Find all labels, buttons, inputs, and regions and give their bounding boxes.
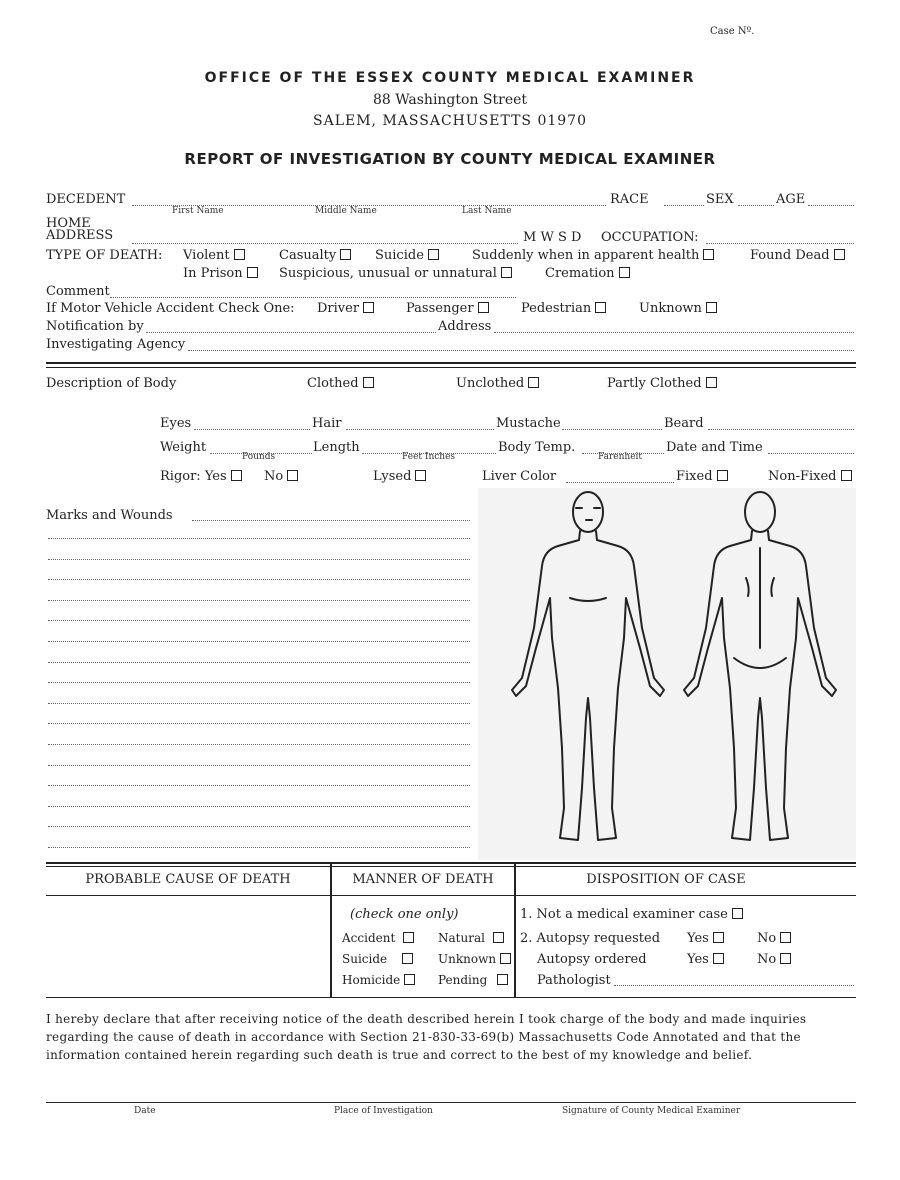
- section-divider-thin: [46, 367, 856, 368]
- table-bottom-rule: [46, 997, 856, 998]
- length-label: Length: [313, 440, 360, 455]
- marks-line[interactable]: [48, 600, 470, 601]
- marks-line[interactable]: [48, 765, 470, 766]
- marks-line[interactable]: [48, 826, 470, 827]
- autopsy-requested-yes[interactable]: [687, 931, 724, 946]
- accident-label: Accident: [342, 931, 396, 945]
- unknown-option[interactable]: [639, 301, 717, 316]
- table-top-rule: [46, 862, 856, 864]
- signature-caption: Signature of County Medical Examiner: [562, 1106, 741, 1116]
- fixed-option[interactable]: [676, 469, 728, 484]
- prison-label: In Prison: [183, 266, 243, 281]
- unclothed-option[interactable]: [456, 376, 539, 391]
- place-field[interactable]: [320, 1084, 550, 1102]
- rigor-no-label: No: [264, 469, 284, 484]
- not-me-case-option[interactable]: [520, 907, 743, 922]
- marks-line[interactable]: [48, 785, 470, 786]
- autopsy-requested-no-label: No: [757, 931, 777, 946]
- autopsy-requested-label: 2. Autopsy requested: [520, 931, 661, 946]
- unknown-checkbox[interactable]: [706, 302, 717, 313]
- front-head: [573, 492, 603, 532]
- rigor-yes-label: Rigor: Yes: [160, 469, 227, 484]
- casualty-checkbox[interactable]: [340, 249, 351, 260]
- office-city: SALEM, MASSACHUSETTS 01970: [313, 113, 587, 129]
- pathologist-field[interactable]: [614, 985, 854, 986]
- unclothed-checkbox[interactable]: [528, 377, 539, 388]
- partly-clothed-label: Partly Clothed: [607, 376, 702, 391]
- suspicious-option[interactable]: [279, 266, 512, 281]
- marks-line-0[interactable]: [192, 520, 470, 521]
- violent-checkbox[interactable]: [234, 249, 245, 260]
- race-field[interactable]: [664, 205, 704, 206]
- address-label: ADDRESS: [46, 228, 114, 243]
- non-fixed-checkbox[interactable]: [841, 470, 852, 481]
- type-of-death-label: TYPE OF DEATH:: [46, 248, 163, 263]
- suspicious-label: Suspicious, unusual or unnatural: [279, 266, 497, 281]
- marks-line[interactable]: [48, 806, 470, 807]
- clothed-checkbox[interactable]: [363, 377, 374, 388]
- manner-unknown-label: Unknown: [438, 952, 497, 966]
- unknown-label: Unknown: [639, 301, 702, 316]
- datetime-label: Date and Time: [666, 440, 763, 455]
- report-title: REPORT OF INVESTIGATION BY COUNTY MEDICAL EXAMINER: [184, 150, 716, 168]
- mustache-label: Mustache: [496, 416, 561, 431]
- disposition-header: DISPOSITION OF CASE: [586, 872, 746, 887]
- driver-option[interactable]: [317, 301, 374, 316]
- passenger-label: Passenger: [406, 301, 474, 316]
- agency-label: Investigating Agency: [46, 337, 186, 352]
- occupation-field[interactable]: [706, 243, 854, 244]
- signature-field[interactable]: [556, 1084, 854, 1102]
- beard-field[interactable]: [708, 429, 854, 430]
- natural-label: Natural: [438, 931, 485, 945]
- marks-line[interactable]: [48, 538, 470, 539]
- pending-option[interactable]: [438, 973, 508, 987]
- liver-color-field[interactable]: [566, 482, 674, 483]
- body-temp-label: Body Temp.: [498, 440, 576, 455]
- office-street: 88 Washington Street: [372, 92, 528, 108]
- notification-field[interactable]: [146, 332, 436, 333]
- sex-label: SEX: [706, 192, 734, 207]
- violent-label: Violent: [183, 248, 230, 263]
- sudden-checkbox[interactable]: [703, 249, 714, 260]
- marks-line[interactable]: [48, 620, 470, 621]
- manner-of-death-header: MANNER OF DEATH: [352, 872, 494, 887]
- first-name-caption: First Name: [172, 206, 224, 216]
- natural-option[interactable]: [438, 931, 504, 945]
- homicide-label: Homicide: [342, 973, 401, 987]
- pedestrian-label: Pedestrian: [521, 301, 592, 316]
- manner-suicide-checkbox[interactable]: [402, 953, 413, 964]
- non-fixed-option[interactable]: [768, 469, 852, 484]
- last-name-caption: Last Name: [462, 206, 512, 216]
- partly-clothed-option[interactable]: [607, 376, 717, 391]
- description-label: Description of Body: [46, 376, 177, 391]
- cause-of-death-header: PROBABLE CAUSE OF DEATH: [85, 872, 291, 887]
- body-diagram[interactable]: [478, 488, 856, 860]
- driver-label: Driver: [317, 301, 360, 316]
- marks-line[interactable]: [48, 559, 470, 560]
- non-fixed-label: Non-Fixed: [768, 469, 837, 484]
- rigor-no-option[interactable]: [264, 469, 298, 484]
- age-field[interactable]: [808, 205, 854, 206]
- middle-name-caption: Middle Name: [315, 206, 377, 216]
- front-body: [512, 531, 664, 840]
- prison-option[interactable]: [183, 266, 258, 281]
- home-address-field[interactable]: [132, 243, 518, 244]
- beard-label: Beard: [664, 416, 704, 431]
- comment-field[interactable]: [110, 297, 516, 298]
- marital-status-options[interactable]: M W S D: [523, 230, 582, 245]
- mustache-field[interactable]: [562, 429, 662, 430]
- pounds-caption: Pounds: [242, 452, 276, 462]
- sex-field[interactable]: [738, 205, 774, 206]
- comment-label: Comment: [46, 284, 110, 299]
- date-caption: Date: [134, 1106, 156, 1116]
- declaration-line-2: regarding the cause of death in accordance with Section 21-830-33-69(b) Massachusetts Code Annotated and that the: [46, 1030, 801, 1044]
- found-dead-label: Found Dead: [750, 248, 830, 263]
- fixed-label: Fixed: [676, 469, 713, 484]
- declaration-line-1: I hereby declare that after receiving notice of the death described herein I took charge of the body and made inquiries: [46, 1012, 807, 1026]
- clothed-label: Clothed: [307, 376, 359, 391]
- autopsy-ordered-label: Autopsy ordered: [537, 952, 647, 967]
- cremation-option[interactable]: [545, 266, 630, 281]
- back-head: [745, 492, 775, 532]
- violent-option[interactable]: [183, 248, 245, 263]
- autopsy-ordered-no[interactable]: [757, 952, 791, 967]
- autopsy-ordered-yes-checkbox[interactable]: [713, 953, 724, 964]
- marks-line[interactable]: [48, 641, 470, 642]
- case-number-label: Case Nº.: [710, 26, 755, 37]
- homicide-checkbox[interactable]: [404, 974, 415, 985]
- body-outline-icon: [478, 488, 856, 860]
- accident-checkbox[interactable]: [403, 932, 414, 943]
- check-one-note: (check one only): [350, 907, 459, 922]
- decedent-label: DECEDENT: [46, 192, 126, 207]
- casualty-option[interactable]: [279, 248, 351, 263]
- autopsy-requested-no-checkbox[interactable]: [780, 932, 791, 943]
- liver-color-label: Liver Color: [482, 469, 557, 484]
- sudden-label: Suddenly when in apparent health: [472, 248, 700, 263]
- accident-option[interactable]: [342, 931, 414, 945]
- feet-inches-caption: Feet Inches: [402, 452, 456, 462]
- notification-label: Notification by: [46, 319, 144, 334]
- datetime-field[interactable]: [768, 453, 854, 454]
- back-hips: [734, 658, 786, 668]
- hair-label: Hair: [312, 416, 342, 431]
- casualty-label: Casualty: [279, 248, 337, 263]
- table-header-rule: [46, 895, 856, 896]
- manner-unknown-option[interactable]: [438, 952, 511, 966]
- back-spine: [746, 548, 774, 648]
- marks-line[interactable]: [48, 847, 470, 848]
- not-me-case-checkbox[interactable]: [732, 908, 743, 919]
- autopsy-requested-yes-label: Yes: [687, 931, 709, 946]
- suicide-label: Suicide: [375, 248, 424, 263]
- cremation-checkbox[interactable]: [619, 267, 630, 278]
- signature-rule: [46, 1102, 856, 1103]
- partly-clothed-checkbox[interactable]: [706, 377, 717, 388]
- home-label: HOME: [46, 216, 91, 231]
- marks-line[interactable]: [48, 723, 470, 724]
- table-top-rule-thin: [46, 866, 856, 867]
- pedestrian-option[interactable]: [521, 301, 606, 316]
- agency-field[interactable]: [188, 350, 854, 351]
- motor-vehicle-label: If Motor Vehicle Accident Check One:: [46, 301, 295, 316]
- clothed-option[interactable]: [307, 376, 374, 391]
- age-label: AGE: [776, 192, 806, 207]
- marks-line[interactable]: [48, 682, 470, 683]
- manner-suicide-label: Suicide: [342, 952, 388, 966]
- found-dead-checkbox[interactable]: [834, 249, 845, 260]
- lysed-checkbox[interactable]: [415, 470, 426, 481]
- occupation-label: OCCUPATION:: [601, 230, 699, 245]
- autopsy-ordered-no-label: No: [757, 952, 777, 967]
- fixed-checkbox[interactable]: [717, 470, 728, 481]
- farenheit-caption: Farenheit: [598, 452, 643, 462]
- manner-unknown-checkbox[interactable]: [500, 953, 511, 964]
- rigor-yes-option[interactable]: [160, 469, 242, 484]
- marks-wounds-label: Marks and Wounds: [46, 508, 173, 523]
- race-label: RACE: [610, 192, 649, 207]
- lysed-option[interactable]: [373, 469, 426, 484]
- cremation-label: Cremation: [545, 266, 615, 281]
- notification-address-field[interactable]: [494, 332, 854, 333]
- manner-suicide-option[interactable]: [342, 952, 413, 966]
- prison-checkbox[interactable]: [247, 267, 258, 278]
- natural-checkbox[interactable]: [493, 932, 504, 943]
- suicide-option[interactable]: [375, 248, 439, 263]
- passenger-checkbox[interactable]: [478, 302, 489, 313]
- pathologist-label: Pathologist: [537, 973, 611, 988]
- hair-field[interactable]: [346, 429, 494, 430]
- autopsy-ordered-yes-label: Yes: [687, 952, 709, 967]
- marks-line[interactable]: [48, 744, 470, 745]
- eyes-field[interactable]: [194, 429, 310, 430]
- lysed-label: Lysed: [373, 469, 412, 484]
- marks-line[interactable]: [48, 703, 470, 704]
- autopsy-requested-no[interactable]: [757, 931, 791, 946]
- unclothed-label: Unclothed: [456, 376, 525, 391]
- homicide-option[interactable]: [342, 973, 415, 987]
- pending-label: Pending: [438, 973, 488, 987]
- marks-line[interactable]: [48, 662, 470, 663]
- place-caption: Place of Investigation: [334, 1106, 433, 1116]
- autopsy-ordered-yes[interactable]: [687, 952, 724, 967]
- front-waist: [570, 598, 606, 601]
- pedestrian-checkbox[interactable]: [595, 302, 606, 313]
- pending-checkbox[interactable]: [497, 974, 508, 985]
- section-divider: [46, 362, 856, 364]
- autopsy-ordered-no-checkbox[interactable]: [780, 953, 791, 964]
- suicide-checkbox[interactable]: [428, 249, 439, 260]
- suspicious-checkbox[interactable]: [501, 267, 512, 278]
- front-face: [576, 508, 600, 520]
- rigor-no-checkbox[interactable]: [287, 470, 298, 481]
- weight-label: Weight: [160, 440, 207, 455]
- date-field[interactable]: [46, 1084, 316, 1102]
- notification-address-label: Address: [438, 319, 492, 334]
- declaration-line-3: information contained herein regarding such death is true and correct to the best of my knowledge and belief.: [46, 1048, 753, 1062]
- office-title: OFFICE OF THE ESSEX COUNTY MEDICAL EXAMINER: [204, 70, 696, 86]
- not-me-case-label: 1. Not a medical examiner case: [520, 907, 728, 922]
- found-dead-option[interactable]: [750, 248, 845, 263]
- eyes-label: Eyes: [160, 416, 192, 431]
- marks-line[interactable]: [48, 579, 470, 580]
- sudden-option[interactable]: [472, 248, 714, 263]
- autopsy-requested-yes-checkbox[interactable]: [713, 932, 724, 943]
- passenger-option[interactable]: [406, 301, 489, 316]
- driver-checkbox[interactable]: [363, 302, 374, 313]
- rigor-yes-checkbox[interactable]: [231, 470, 242, 481]
